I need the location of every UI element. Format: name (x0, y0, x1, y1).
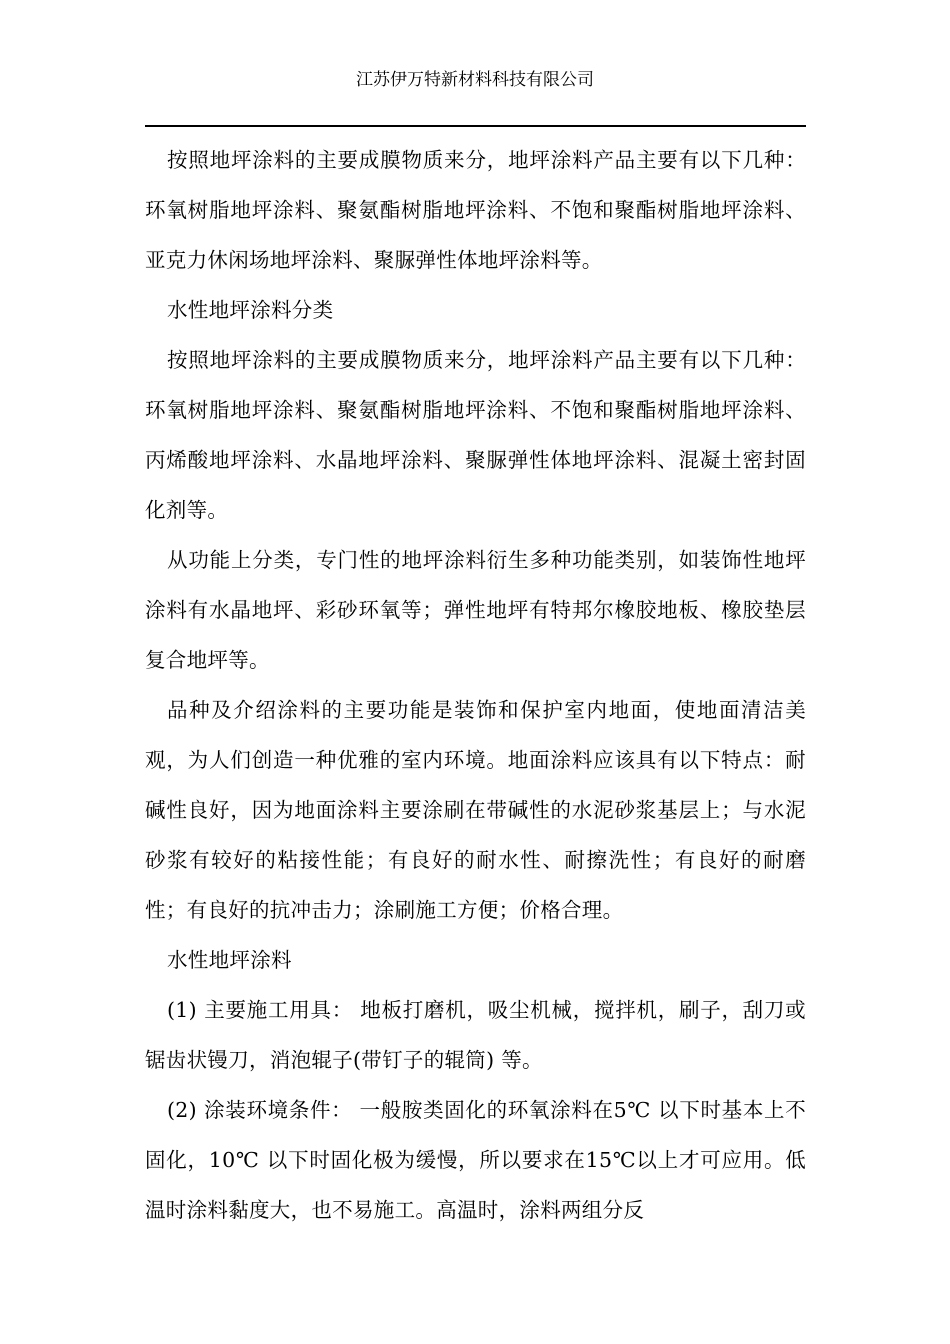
paragraph-environment-conditions: (2) 涂装环境条件： 一般胺类固化的环氧涂料在5℃ 以下时基本上不固化，10℃ 以下时固化极为缓慢，所以要求在15℃以上才可应用。低温时涂料黏度大，也不易施工。高温时，涂料两组分反 (145, 1098, 806, 1222)
paragraph-film-forming-types: 按照地坪涂料的主要成膜物质来分，地坪涂料产品主要有以下几种：环氧树脂地坪涂料、聚氨酯树脂地坪涂料、不饱和聚酯树脂地坪涂料、丙烯酸地坪涂料、水晶地坪涂料、聚脲弹性体地坪涂料、混凝土密封固化剂等。 (145, 348, 806, 522)
page-header-company: 江苏伊万特新材料科技有限公司 (356, 70, 594, 90)
document-body (145, 135, 806, 1235)
heading-waterborne-classification: 水性地坪涂料分类 (167, 298, 334, 322)
paragraph-varieties-and-features: 品种及介绍涂料的主要功能是装饰和保护室内地面，使地面清洁美观，为人们创造一种优雅的室内环境。地面涂料应该具有以下特点：耐碱性良好，因为地面涂料主要涂刷在带碱性的水泥砂浆基层上；与水泥砂浆有较好的粘接性能；有良好的耐水性、耐擦洗性；有良好的耐磨性；有良好的抗冲击力；涂刷施工方便；价格合理。 (145, 698, 806, 922)
heading-waterborne-coating: 水性地坪涂料 (167, 948, 292, 972)
paragraph-construction-tools: (1) 主要施工用具： 地板打磨机，吸尘机械，搅拌机，刷子，刮刀或锯齿状镘刀，消泡辊子(带钉子的辊筒) 等。 (145, 998, 806, 1072)
header-divider (145, 125, 806, 127)
paragraph-floor-coating-types: 按照地坪涂料的主要成膜物质来分，地坪涂料产品主要有以下几种：环氧树脂地坪涂料、聚氨酯树脂地坪涂料、不饱和聚酯树脂地坪涂料、亚克力休闲场地坪涂料、聚脲弹性体地坪涂料等。 (145, 148, 806, 272)
paragraph-functional-classification: 从功能上分类，专门性的地坪涂料衍生多种功能类别，如装饰性地坪涂料有水晶地坪、彩砂环氧等；弹性地坪有特邦尔橡胶地板、橡胶垫层复合地坪等。 (145, 548, 806, 672)
